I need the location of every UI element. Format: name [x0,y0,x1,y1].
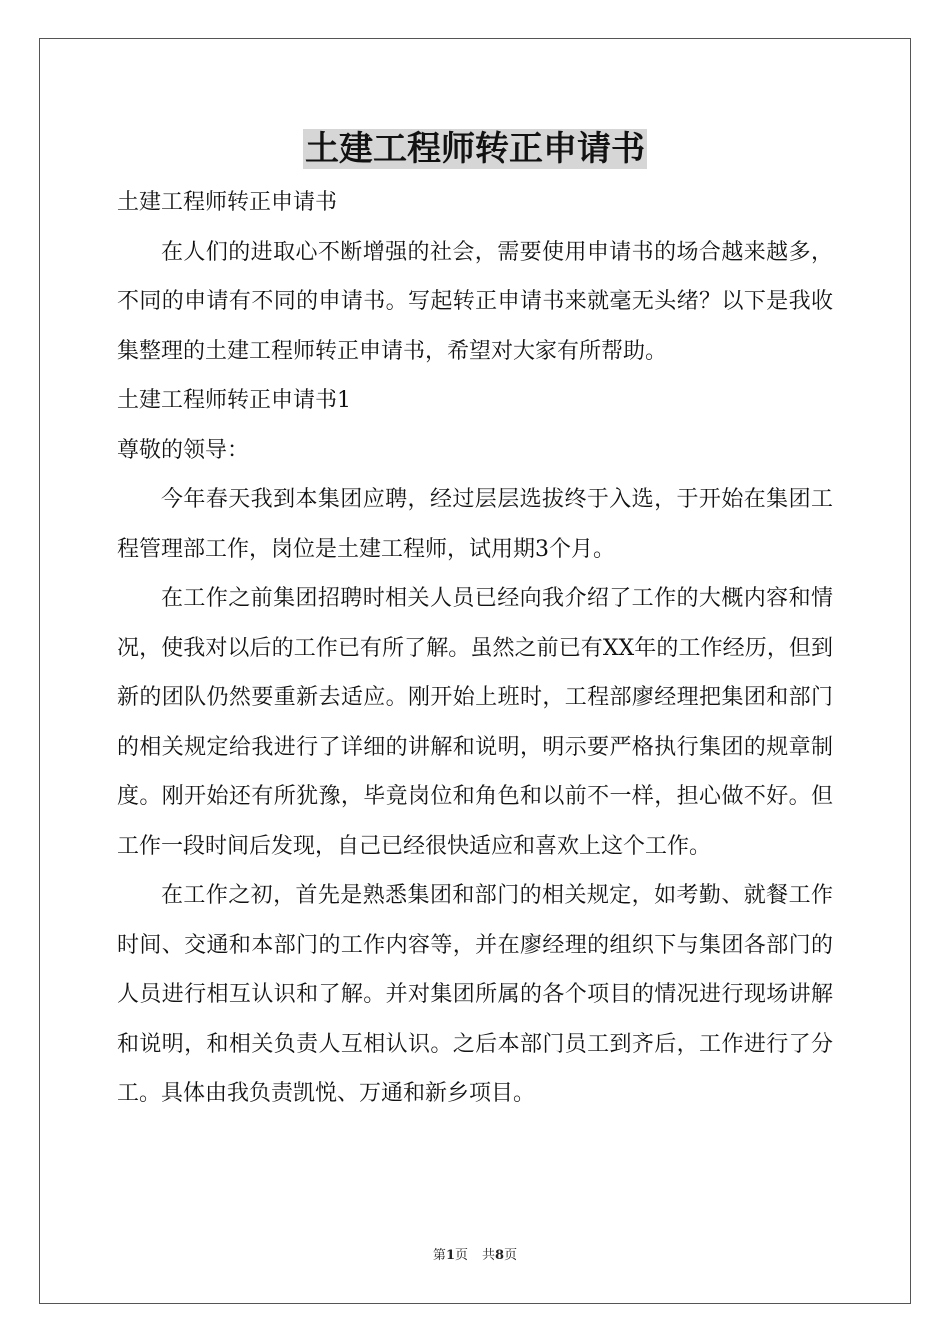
document-body [117,178,833,1119]
intro-paragraph: 在人们的进取心不断增强的社会，需要使用申请书的场合越来越多，不同的申请有不同的申请书。写起转正申请书来就毫无头绪？以下是我收集整理的土建工程师转正申请书，希望对大家有所帮助。 [117,239,833,364]
page-label: 页 [454,1248,468,1263]
subtitle-paragraph: 土建工程师转正申请书 [117,190,338,215]
section-heading: 土建工程师转正申请书1 [117,388,351,413]
salutation: 尊敬的领导： [117,437,250,463]
current-page-number: 1 [445,1248,455,1263]
body-paragraph: 在工作之初，首先是熟悉集团和部门的相关规定，如考勤、就餐工作时间、交通和本部门的工作内容等，并在廖经理的组织下与集团各部门的人员进行相互认识和了解。并对集团所属的各个项目的情况进行现场讲解和说明，和相关负责人互相认识。之后本部门员工到齐后，工作进行了分工。具体由我负责凯悦、万通和新乡项目。 [117,883,833,1106]
total-prefix: 共 [482,1248,496,1263]
document-title-text: 土建工程师转正申请书 [305,129,645,169]
body-paragraph: 今年春天我到本集团应聘，经过层层选拔终于入选，于开始在集团工程管理部工作，岗位是土建工程师，试用期3个月。 [117,487,833,562]
document-title [0,127,950,171]
page-footer [0,1247,950,1265]
total-label: 页 [504,1248,518,1263]
body-paragraph: 在工作之前集团招聘时相关人员已经向我介绍了工作的大概内容和情况，使我对以后的工作已有所了解。虽然之前已有XX年的工作经历，但到新的团队仍然要重新去适应。刚开始上班时，工程部廖经理把集团和部门的相关规定给我进行了详细的讲解和说明，明示要严格执行集团的规章制度。刚开始还有所犹豫，毕竟岗位和角色和以前不一样，担心做不好。但工作一段时间后发现，自己已经很快适应和喜欢上这个工作。 [117,586,833,859]
total-page-number: 8 [495,1248,505,1263]
page-prefix: 第 [432,1248,446,1263]
